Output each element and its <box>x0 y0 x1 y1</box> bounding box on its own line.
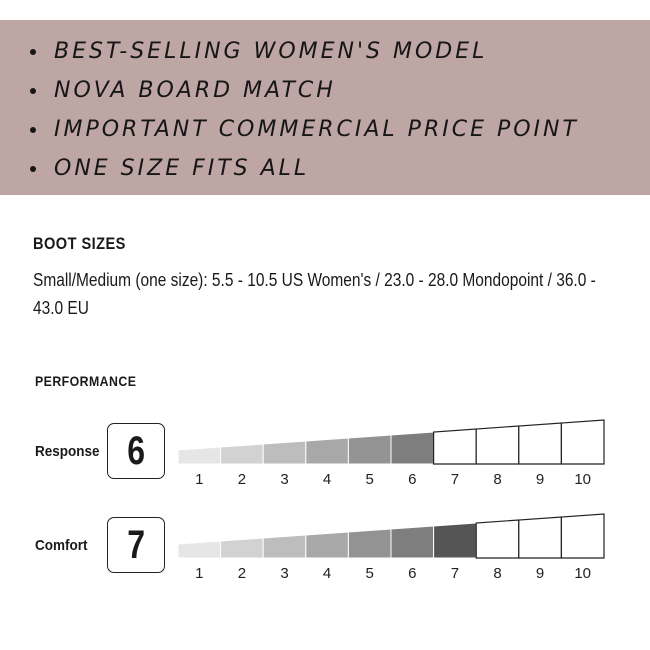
bullet-icon <box>30 49 36 55</box>
scale-segment-1 <box>178 541 221 558</box>
metric-score: 6 <box>127 428 145 473</box>
feature-item <box>30 149 579 188</box>
performance-metric-comfort <box>0 514 650 594</box>
scale-tick-label: 4 <box>322 471 332 488</box>
scale-segment-6 <box>391 526 434 558</box>
scale-tick-label: 8 <box>493 471 502 488</box>
scale-tick-label: 6 <box>408 565 417 582</box>
scale-segment-9 <box>519 423 562 464</box>
scale-segment-4 <box>306 438 349 464</box>
scale-segment-8 <box>476 426 519 464</box>
scale-tick-label: 6 <box>408 471 417 488</box>
metric-score: 7 <box>127 522 145 567</box>
metric-score-box <box>107 423 165 479</box>
rating-scale <box>170 514 610 589</box>
scale-segment-10 <box>561 420 604 464</box>
bullet-icon <box>30 88 36 94</box>
feature-item <box>30 110 579 149</box>
bullet-icon <box>30 127 36 133</box>
scale-tick-label: 7 <box>450 471 460 488</box>
boot-sizes-heading: BOOT SIZES <box>33 234 126 253</box>
scale-segment-5 <box>348 529 391 558</box>
scale-segment-2 <box>221 538 264 558</box>
scale-tick-label: 10 <box>574 565 592 582</box>
bullet-icon <box>30 166 36 172</box>
scale-segment-10 <box>561 514 604 558</box>
performance-heading: PERFORMANCE <box>35 373 137 389</box>
scale-segment-7 <box>434 429 477 464</box>
scale-tick-label: 4 <box>322 565 332 582</box>
scale-tick-label: 9 <box>535 565 545 582</box>
scale-segment-6 <box>391 432 434 464</box>
scale-segment-3 <box>263 441 306 464</box>
scale-tick-label: 3 <box>280 565 289 582</box>
scale-tick-label: 8 <box>493 565 502 582</box>
scale-segment-2 <box>221 444 264 464</box>
performance-metric-response <box>0 420 650 500</box>
scale-segment-1 <box>178 447 221 464</box>
scale-tick-label: 5 <box>365 565 374 582</box>
scale-tick-label: 1 <box>195 471 204 488</box>
metric-label: Comfort <box>35 537 88 554</box>
scale-segment-9 <box>519 517 562 558</box>
scale-tick-label: 7 <box>450 565 460 582</box>
feature-item <box>30 71 579 110</box>
scale-tick-label: 5 <box>365 471 374 488</box>
feature-text: IMPORTANT COMMERCIAL PRICE POINT <box>54 117 579 142</box>
scale-tick-label: 9 <box>535 471 545 488</box>
metric-score-box <box>107 517 165 573</box>
scale-tick-label: 1 <box>195 565 204 582</box>
scale-segment-3 <box>263 535 306 558</box>
scale-segment-7 <box>434 523 477 558</box>
scale-segment-4 <box>306 532 349 558</box>
features-list <box>30 32 579 188</box>
feature-text: ONE SIZE FITS ALL <box>54 156 310 181</box>
feature-text: BEST-SELLING WOMEN'S MODEL <box>54 39 488 64</box>
features-banner <box>0 20 650 195</box>
metric-label: Response <box>35 443 100 460</box>
scale-segment-5 <box>348 435 391 464</box>
feature-text: NOVA BOARD MATCH <box>54 78 336 103</box>
scale-tick-label: 2 <box>237 565 247 582</box>
scale-tick-label: 10 <box>574 471 592 488</box>
feature-item <box>30 32 579 71</box>
scale-tick-label: 2 <box>237 471 247 488</box>
scale-segment-8 <box>476 520 519 558</box>
rating-scale <box>170 420 610 495</box>
boot-sizes-text: Small/Medium (one size): 5.5 - 10.5 US Women's / 23.0 - 28.0 Mondopoint / 36.0 - 43.0 EU <box>33 270 596 318</box>
scale-tick-label: 3 <box>280 471 289 488</box>
